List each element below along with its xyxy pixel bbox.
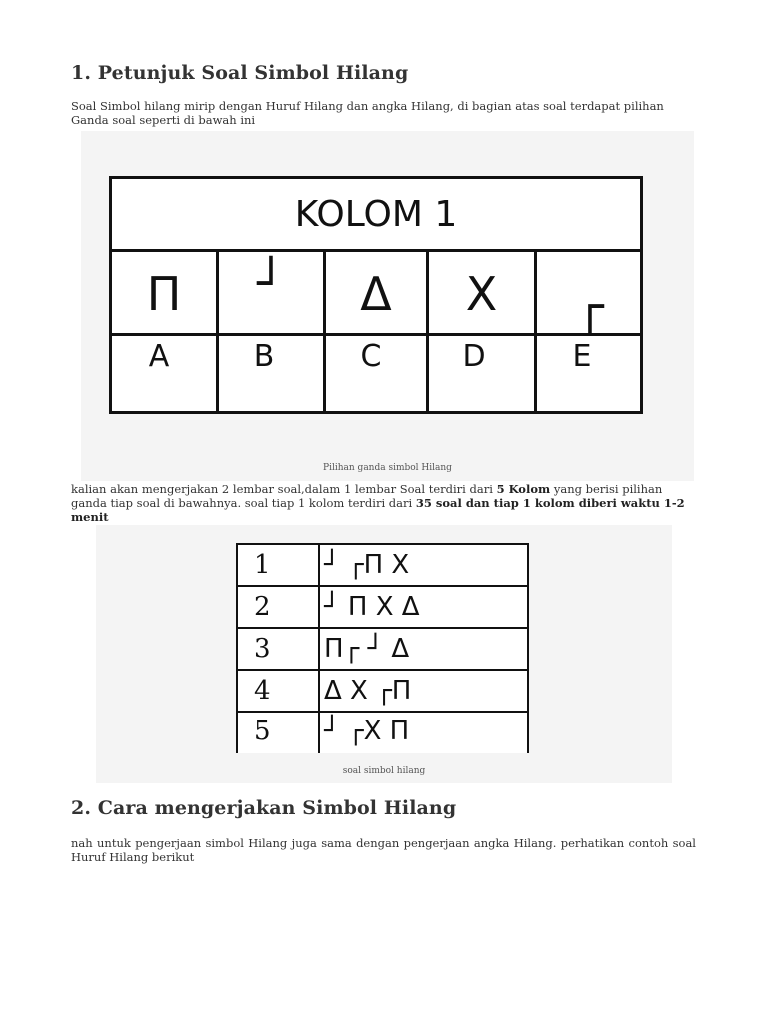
section-heading-petunjuk: 1. Petunjuk Soal Simbol Hilang [71, 62, 409, 84]
row-symbols: ┘ ┌Π X [324, 550, 410, 580]
table-row [236, 711, 529, 751]
row-number: 3 [254, 634, 271, 664]
soal-figure [96, 525, 672, 783]
table-row [236, 545, 529, 585]
row-number: 1 [254, 550, 271, 580]
row-symbols: Δ X ┌Π [324, 676, 412, 706]
kolom-figure [81, 131, 694, 481]
row-number: 4 [254, 676, 271, 706]
symbol-x: X [465, 266, 498, 321]
info-bold-kolom: 5 Kolom [496, 482, 551, 496]
info-text: yang berisi pilihan ganda tiap soal di bawahnya. soal tiap 1 kolom terdiri dari [71, 482, 663, 510]
symbol-corner-bottom-right: ┘ [257, 256, 285, 310]
info-text: kalian akan mengerjakan 2 lembar soal,dalam 1 lembar Soal terdiri dari [71, 482, 497, 496]
letter-b: B [253, 339, 275, 374]
row-number: 2 [254, 592, 271, 622]
kolom-title: KOLOM 1 [112, 179, 640, 252]
symbol-delta: Δ [360, 266, 392, 321]
figure-caption: Pilihan ganda simbol Hilang [323, 463, 452, 473]
letter-d: D [462, 339, 486, 374]
info-paragraph [71, 482, 701, 524]
table-row [236, 671, 529, 711]
kolom-table [109, 176, 643, 414]
row-symbols: ┘ Π X Δ [324, 592, 420, 622]
table-row [236, 587, 529, 627]
cara-paragraph: nah untuk pengerjaan simbol Hilang juga sama dengan pengerjaan angka Hilang. perhatikan contoh soal Huruf Hilang berikut [71, 836, 696, 864]
letter-c: C [360, 339, 382, 374]
row-symbols: Π┌ ┘ Δ [324, 634, 410, 664]
letter-a: A [148, 339, 170, 374]
letter-e: E [572, 339, 592, 374]
symbol-pi: Π [146, 266, 182, 321]
info-bold-soal: 35 soal dan tiap 1 kolom diberi waktu 1-2 menit [71, 496, 685, 524]
section-heading-cara: 2. Cara mengerjakan Simbol Hilang [71, 797, 457, 819]
soal-table [236, 543, 529, 753]
table-row [236, 629, 529, 669]
row-symbols: ┘ ┌X Π [324, 716, 410, 746]
row-number: 5 [254, 716, 271, 746]
intro-paragraph: Soal Simbol hilang mirip dengan Huruf Hilang dan angka Hilang, di bagian atas soal terdapat pilihan Ganda soal seperti di bawah ini [71, 99, 664, 127]
figure-caption: soal simbol hilang [342, 766, 426, 776]
symbol-corner-top-left: ┌ [576, 279, 604, 333]
